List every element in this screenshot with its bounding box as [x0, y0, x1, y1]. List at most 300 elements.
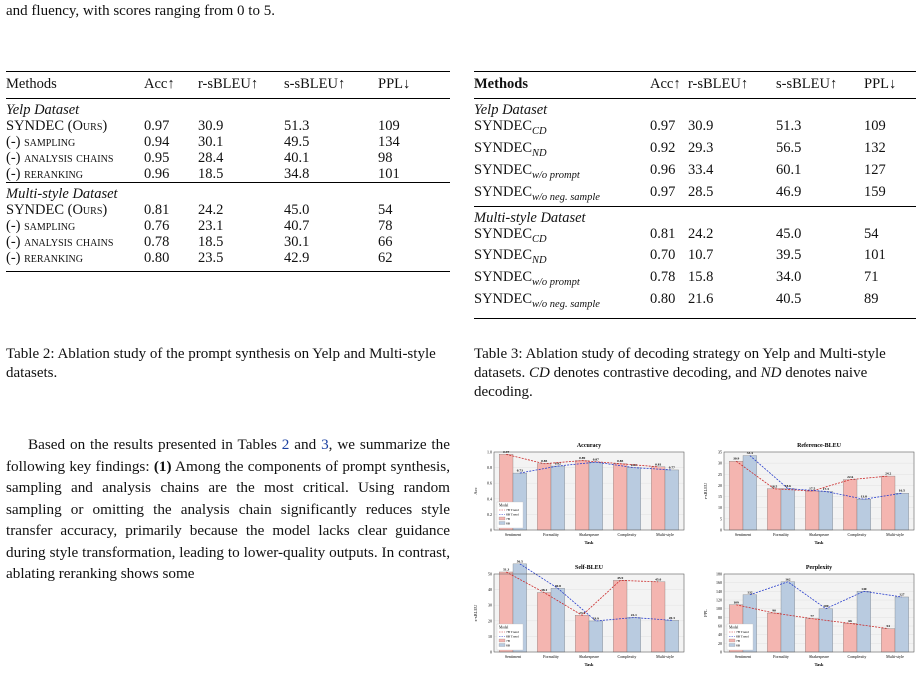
method-cell	[474, 162, 650, 184]
figure-ablation-charts	[470, 438, 920, 678]
legend-label: 8B Trend	[736, 634, 749, 639]
bar-value-label: 0.87	[592, 457, 599, 462]
x-tick-label: Formality	[543, 654, 559, 659]
y-tick-label: 0.4	[487, 496, 492, 502]
y-tick-label: 10	[488, 633, 492, 639]
bar	[613, 464, 627, 530]
x-tick-label: Formality	[773, 654, 789, 659]
y-tick-label: 25	[718, 471, 722, 477]
bar	[589, 621, 603, 652]
legend-title: Model	[499, 503, 509, 508]
legend-label: 8B	[506, 643, 510, 648]
bar-value-label: 22.6	[847, 475, 854, 480]
y-tick-label: 0	[490, 527, 492, 533]
col-header: r-sBLEU↑	[688, 72, 776, 99]
value-cell: 0.70	[650, 247, 676, 264]
value-cell: 23.5	[198, 250, 224, 266]
value-cell: 159	[864, 183, 886, 200]
value-cell: 0.80	[144, 250, 170, 266]
bar	[819, 609, 833, 652]
y-tick-label: 20	[488, 618, 492, 624]
bar	[843, 480, 857, 530]
method-name: SYNDEC	[474, 291, 533, 308]
value-cell: 46.9	[776, 183, 802, 200]
bar-value-label: 0.81	[655, 462, 662, 467]
intro-text: and fluency, with scores ranging from 0 to 5.	[6, 3, 275, 19]
col-header: Methods	[6, 72, 144, 99]
bar-value-label: 23.5	[579, 610, 586, 615]
bar-value-label: 109	[733, 600, 739, 605]
table-row	[6, 218, 450, 234]
table-2-caption: Table 2: Ablation study of the prompt synthesis on Yelp and Multi-style datasets.	[6, 346, 436, 381]
method-cell	[474, 269, 650, 291]
col-header: Methods	[474, 72, 650, 99]
method-variant: CD	[532, 125, 547, 137]
bar-value-label: 17.3	[822, 486, 829, 491]
value-cell: 29.3	[688, 139, 714, 156]
value-cell: 62	[378, 250, 393, 266]
x-tick-label: Formality	[543, 532, 559, 537]
caption-nd: ND	[760, 365, 782, 381]
value-cell: 49.5	[284, 134, 310, 150]
value-cell: 40.5	[776, 291, 802, 308]
legend-swatch	[729, 639, 735, 642]
method-cell	[474, 118, 650, 140]
x-tick-label: Multi-style	[656, 654, 674, 659]
x-tick-label: Multi-style	[886, 532, 904, 537]
method-variant: w/o prompt	[532, 169, 580, 181]
method-cell	[6, 234, 144, 250]
value-cell: 15.8	[688, 269, 714, 286]
value-cell: 71	[864, 269, 879, 286]
y-tick-label: 15	[718, 494, 722, 500]
chart-panel	[473, 559, 684, 667]
y-tick-label: 0.8	[487, 465, 492, 471]
body-text: , we summarize the following key findings:	[6, 436, 450, 475]
col-header: Acc↑	[144, 72, 198, 99]
value-cell: 24.2	[198, 202, 224, 218]
value-cell: 24.2	[688, 225, 714, 242]
chart-legend	[497, 624, 523, 650]
section-title: Yelp Dataset	[6, 102, 80, 118]
table-2-ref-link[interactable]: 2	[281, 436, 290, 453]
y-tick-label: 40	[718, 632, 722, 638]
value-cell: 21.6	[688, 291, 714, 308]
caption-text: denotes naive decoding.	[474, 365, 868, 400]
bar-value-label: 90	[772, 608, 776, 613]
bar-value-label: 45.0	[655, 577, 662, 582]
x-tick-label: Sentiment	[504, 654, 522, 659]
y-axis-label: Acc	[473, 487, 478, 495]
method-name: (-) analysis chains	[6, 150, 114, 166]
bar-value-label: 54	[886, 624, 890, 629]
value-cell: 101	[864, 247, 886, 264]
value-cell: 0.96	[650, 161, 676, 178]
y-tick-label: 0.2	[487, 511, 492, 517]
x-tick-label: Shakespeare	[809, 532, 829, 537]
bar	[627, 468, 641, 530]
bar-value-label: 13.8	[860, 494, 867, 499]
legend-title: Model	[729, 625, 739, 630]
bar-value-label: 0.89	[579, 456, 586, 461]
method-cell	[474, 184, 650, 206]
method-variant: w/o neg. sample	[532, 299, 600, 311]
y-tick-label: 0	[720, 527, 722, 533]
method-name: SYNDEC	[474, 139, 533, 156]
bar	[729, 461, 743, 530]
value-cell: 0.96	[144, 166, 170, 182]
method-cell	[474, 247, 650, 269]
y-tick-label: 80	[718, 614, 722, 620]
value-cell: 109	[864, 118, 886, 134]
col-header: PPL↓	[864, 72, 916, 99]
bar-value-label: 56.5	[516, 559, 523, 564]
value-cell: 0.76	[144, 218, 170, 234]
method-cell	[6, 218, 144, 234]
bar-value-label: 45.9	[617, 575, 624, 580]
value-cell: 54	[864, 225, 879, 242]
bar	[551, 466, 565, 530]
y-axis-label: PPL	[703, 609, 708, 617]
chart-title: Reference-BLEU	[797, 443, 841, 449]
section-row	[6, 99, 450, 119]
body-text: Among the components of prompt synthesis, sampling and analysis chains are the most critical. Using random sampling or omitting the analysis chain significantly reduces style transfer accuracy, primarily because the model lacks clear guidance during style transformation, leading to lower-quality outputs. In contrast, ablating reranking shows some	[6, 457, 450, 582]
method-name: SYNDEC	[474, 118, 533, 134]
bar-value-label: 162	[785, 577, 791, 582]
y-tick-label: 30	[488, 602, 492, 608]
table-row	[6, 250, 450, 272]
method-cell	[6, 150, 144, 166]
legend-label: 8B	[506, 521, 510, 526]
body-paragraph	[6, 434, 450, 585]
method-cell	[6, 134, 144, 150]
value-cell: 132	[864, 139, 886, 156]
value-cell: 0.78	[144, 234, 170, 250]
y-tick-label: 20	[718, 482, 722, 488]
bar	[627, 618, 641, 652]
bar-value-label: 20.3	[668, 615, 675, 620]
table-3	[474, 71, 916, 319]
x-tick-label: Multi-style	[886, 654, 904, 659]
body-text: and	[294, 436, 317, 453]
y-tick-label: 100	[716, 606, 722, 612]
chart-panel	[473, 443, 684, 545]
bar	[665, 470, 679, 530]
y-axis-label: s-sBLEU	[473, 604, 478, 622]
x-tick-label: Shakespeare	[579, 532, 599, 537]
bar-value-label: 100	[823, 604, 829, 609]
table-row	[6, 134, 450, 150]
x-tick-label: Multi-style	[656, 532, 674, 537]
value-cell: 30.1	[198, 134, 224, 150]
table-row	[474, 184, 916, 206]
bar	[575, 461, 589, 530]
y-tick-label: 140	[716, 588, 722, 594]
value-cell: 0.78	[650, 269, 676, 286]
legend-label: 8B Trend	[506, 512, 519, 517]
method-cell	[6, 118, 144, 134]
chart-title: Self-BLEU	[574, 565, 604, 571]
bar	[537, 593, 551, 652]
bar	[781, 582, 795, 652]
method-cell	[474, 140, 650, 162]
section-row	[474, 99, 916, 119]
value-cell: 134	[378, 134, 400, 150]
y-tick-label: 40	[488, 587, 492, 593]
method-cell	[6, 202, 144, 218]
bar	[881, 476, 895, 530]
bar	[881, 629, 895, 652]
bar	[665, 620, 679, 652]
method-variant: ND	[532, 147, 547, 159]
y-axis-label: r-sBLEU	[703, 482, 708, 500]
table-3-ref-link[interactable]: 3	[321, 436, 329, 453]
y-tick-label: 10	[718, 505, 722, 511]
bar	[805, 491, 819, 530]
bar	[857, 591, 871, 652]
bar	[651, 467, 665, 530]
value-cell: 66	[378, 234, 393, 250]
bar-value-label: 38.1	[541, 588, 548, 593]
value-cell: 0.92	[650, 139, 676, 156]
value-cell: 78	[378, 218, 393, 234]
method-name: (-) sampling	[6, 134, 76, 150]
y-tick-label: 50	[488, 571, 492, 577]
legend-title: Model	[499, 625, 509, 630]
y-tick-label: 180	[716, 571, 722, 577]
bar-value-label: 77	[810, 614, 814, 619]
col-header: PPL↓	[378, 72, 450, 99]
bar-value-label: 0.85	[617, 459, 624, 464]
method-variant: ND	[532, 255, 547, 267]
bar	[743, 456, 757, 530]
bar-value-label: 0.97	[503, 449, 510, 454]
value-cell: 33.4	[688, 161, 714, 178]
y-tick-label: 1.0	[487, 449, 492, 455]
bar-value-label: 18.6	[784, 484, 791, 489]
y-tick-label: 0	[490, 649, 492, 655]
x-tick-label: Sentiment	[734, 532, 752, 537]
value-cell: 45.0	[776, 225, 802, 242]
x-tick-label: Sentiment	[504, 532, 522, 537]
value-cell: 40.1	[284, 150, 310, 166]
method-variant: w/o neg. sample	[532, 191, 600, 203]
x-axis-label: Task	[584, 662, 594, 667]
table-row	[474, 291, 916, 318]
table-row	[6, 234, 450, 250]
caption-text: Table 3: Ablation study of decoding strategy on Yelp and Multi-style datasets.	[474, 346, 886, 381]
table-2	[6, 71, 450, 272]
bar	[575, 615, 589, 652]
table-row	[474, 118, 916, 140]
chart-title: Perplexity	[805, 565, 833, 571]
bar	[537, 464, 551, 530]
legend-label: 8B Trend	[506, 634, 519, 639]
value-cell: 40.7	[284, 218, 310, 234]
legend-swatch	[499, 517, 505, 520]
bar	[767, 613, 781, 652]
col-header: Acc↑	[650, 72, 688, 99]
bar	[895, 597, 909, 652]
value-cell: 89	[864, 291, 879, 308]
legend-swatch	[499, 639, 505, 642]
x-tick-label: Sentiment	[734, 654, 752, 659]
legend-label: 7B	[506, 639, 510, 643]
bar-value-label: 30.9	[733, 456, 740, 461]
bar	[819, 491, 833, 530]
caption-cd: CD	[528, 365, 550, 381]
method-cell	[6, 166, 144, 183]
chart-legend	[727, 624, 753, 650]
bar-value-label: 19.9	[592, 616, 599, 621]
value-cell: 101	[378, 166, 400, 182]
legend-swatch	[729, 644, 735, 647]
value-cell: 54	[378, 202, 393, 218]
table-row	[6, 150, 450, 166]
finding-number: (1)	[153, 457, 172, 475]
table-row	[474, 269, 916, 291]
section-title: Multi-style Dataset	[474, 206, 916, 226]
method-name: SYNDEC	[474, 247, 533, 264]
x-axis-label: Task	[814, 662, 824, 667]
y-tick-label: 60	[718, 623, 722, 629]
bar	[651, 582, 665, 652]
value-cell: 109	[378, 118, 400, 134]
legend-label: 7B Trend	[506, 630, 519, 634]
bar-value-label: 40.8	[554, 583, 561, 588]
bar-value-label: 24.2	[885, 471, 892, 476]
bar	[857, 499, 871, 530]
bar-value-label: 132	[747, 590, 753, 595]
y-tick-label: 30	[718, 460, 722, 466]
x-tick-label: Complexity	[617, 532, 637, 537]
chart-title: Accuracy	[576, 443, 602, 449]
value-cell: 18.5	[198, 166, 224, 182]
chart-panel	[703, 443, 914, 545]
section-row	[6, 183, 450, 203]
table-3-header	[474, 72, 916, 99]
x-tick-label: Complexity	[847, 654, 867, 659]
legend-label: 7B	[736, 639, 740, 643]
value-cell: 0.81	[144, 202, 170, 218]
y-tick-label: 5	[720, 516, 722, 522]
table-row	[474, 226, 916, 248]
value-cell: 18.5	[198, 234, 224, 250]
bar-value-label: 33.4	[746, 451, 753, 456]
value-cell: 23.1	[198, 218, 224, 234]
value-cell: 127	[864, 161, 886, 178]
col-header: s-sBLEU↑	[776, 72, 864, 99]
y-tick-label: 120	[716, 597, 722, 603]
x-tick-label: Formality	[773, 532, 789, 537]
y-tick-label: 35	[718, 449, 722, 455]
value-cell: 34.0	[776, 269, 802, 286]
bar	[551, 588, 565, 652]
bar	[843, 623, 857, 652]
value-cell: 28.4	[198, 150, 224, 166]
x-tick-label: Shakespeare	[579, 654, 599, 659]
value-cell: 45.0	[284, 202, 310, 218]
method-variant: w/o prompt	[532, 277, 580, 289]
bar	[805, 619, 819, 652]
x-axis-label: Task	[814, 540, 824, 545]
bar-value-label: 66	[848, 618, 852, 623]
bar-value-label: 0.82	[554, 461, 561, 466]
chart-panel	[703, 565, 914, 667]
legend-label: 7B Trend	[736, 630, 749, 634]
col-header: s-sBLEU↑	[284, 72, 378, 99]
bar-value-label: 0.77	[668, 465, 675, 470]
table-row	[474, 162, 916, 184]
bar	[589, 462, 603, 530]
bar-value-label: 0.85	[541, 459, 548, 464]
value-cell: 10.7	[688, 247, 714, 264]
value-cell: 0.80	[650, 291, 676, 308]
chart-legend	[497, 502, 523, 528]
method-name: (-) reranking	[6, 166, 83, 182]
section-title: Multi-style Dataset	[6, 183, 450, 203]
bar-value-label: 0.73	[516, 468, 523, 473]
value-cell: 28.5	[688, 183, 714, 200]
legend-label: 7B Trend	[506, 508, 519, 512]
value-cell: 0.81	[650, 225, 676, 242]
method-name: SYNDEC	[474, 161, 533, 178]
value-cell: 39.5	[776, 247, 802, 264]
legend-swatch	[499, 644, 505, 647]
table-row	[6, 166, 450, 183]
bar-value-label: 127	[899, 592, 905, 597]
bar-value-label: 16.5	[898, 488, 905, 493]
value-cell: 34.8	[284, 166, 310, 182]
bar-value-label: 18.5	[771, 484, 778, 489]
x-tick-label: Complexity	[617, 654, 637, 659]
y-tick-label: 0	[720, 649, 722, 655]
y-tick-label: 20	[718, 640, 722, 646]
value-cell: 30.1	[284, 234, 310, 250]
x-axis-label: Task	[584, 540, 594, 545]
value-cell: 51.3	[776, 118, 802, 134]
bar-value-label: 51.3	[503, 567, 510, 572]
value-cell: 56.5	[776, 139, 802, 156]
col-header: r-sBLEU↑	[198, 72, 284, 99]
bar-value-label: 17.5	[809, 486, 816, 491]
value-cell: 0.94	[144, 134, 170, 150]
table-2-header	[6, 72, 450, 99]
value-cell: 0.97	[144, 118, 170, 134]
table-row	[6, 202, 450, 218]
method-cell	[474, 291, 650, 318]
table-row	[474, 247, 916, 269]
table-row	[6, 118, 450, 134]
x-tick-label: Complexity	[847, 532, 867, 537]
value-cell: 42.9	[284, 250, 310, 266]
value-cell: 30.9	[688, 118, 714, 134]
bar	[781, 489, 795, 530]
bar	[895, 493, 909, 530]
section-title: Yelp Dataset	[474, 102, 548, 118]
y-tick-label: 0.6	[487, 480, 492, 486]
legend-label: 8B	[736, 643, 740, 648]
x-tick-label: Shakespeare	[809, 654, 829, 659]
bar	[613, 580, 627, 652]
method-name: (-) sampling	[6, 218, 76, 234]
caption-text: denotes contrastive decoding, and	[553, 365, 757, 381]
value-cell: 51.3	[284, 118, 310, 134]
method-cell	[6, 250, 144, 272]
method-name: (-) analysis chains	[6, 234, 114, 250]
value-cell: 0.97	[650, 118, 676, 134]
table-row	[474, 140, 916, 162]
